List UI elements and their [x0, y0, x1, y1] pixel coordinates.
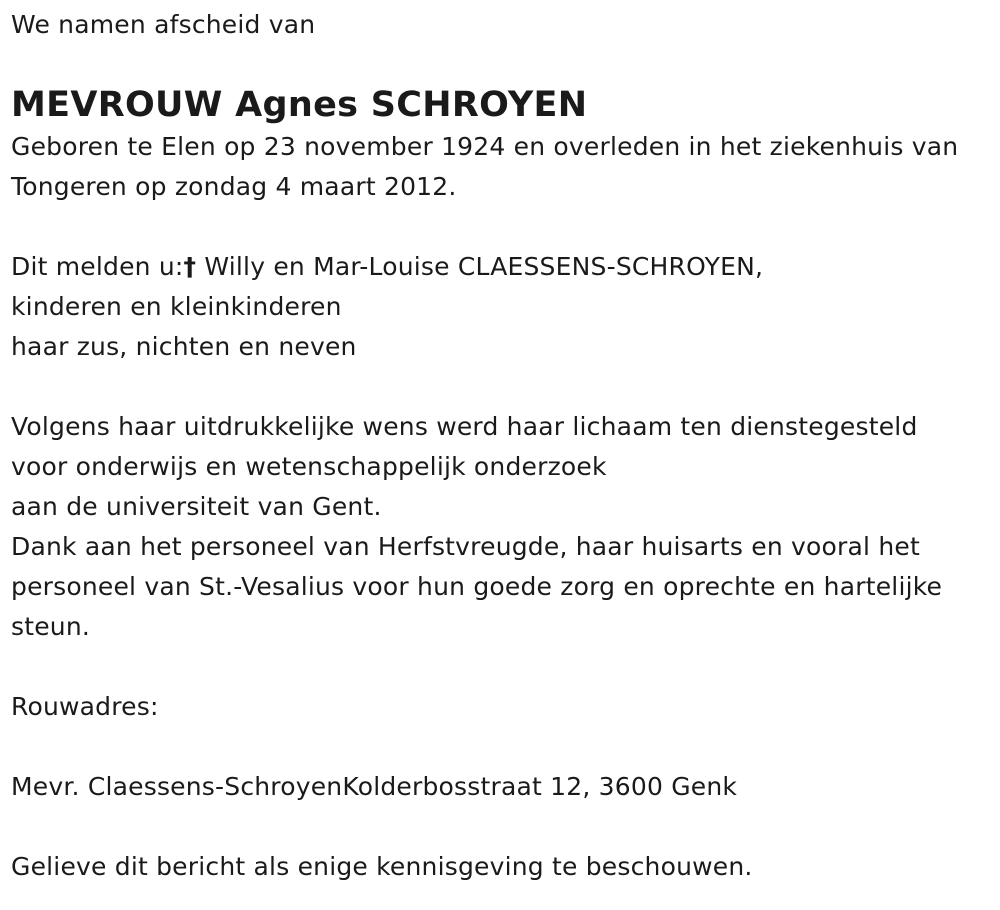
intro-text: We namen afscheid van — [11, 10, 316, 39]
address-label: Rouwadres: — [11, 692, 159, 721]
spacer — [11, 367, 996, 407]
deceased-name: MEVROUW Agnes SCHROYEN — [11, 85, 588, 125]
announcers-prefix: Dit melden u: — [11, 252, 184, 281]
message-line-5: personeel van St.-Vesalius voor hun goede zorg en oprechte en hartelijke — [11, 572, 943, 601]
spacer — [11, 807, 996, 847]
message-line-2: voor onderwijs en wetenschappelijk onderzoek — [11, 452, 607, 481]
message-line-3: aan de universiteit van Gent. — [11, 492, 382, 521]
birth-death-line-2: Tongeren op zondag 4 maart 2012. — [11, 172, 457, 201]
obituary — [11, 0, 996, 887]
cross-icon: † — [183, 252, 197, 281]
address-line: Mevr. Claessens-SchroyenKolderbosstraat 12, 3600 Genk — [11, 772, 738, 801]
message-line-4: Dank aan het personeel van Herfstvreugde, haar huisarts en vooral het — [11, 532, 920, 561]
closing-text: Gelieve dit bericht als enige kennisgeving te beschouwen. — [11, 852, 753, 881]
announcers-line — [11, 247, 996, 287]
announcers-first: Willy en Mar-Louise CLAESSENS-SCHROYEN, — [196, 252, 764, 281]
spacer — [11, 727, 996, 767]
birth-death-line-1: Geboren te Elen op 23 november 1924 en overleden in het ziekenhuis van — [11, 132, 959, 161]
message-line-6: steun. — [11, 612, 91, 641]
message-line-1: Volgens haar uitdrukkelijke wens werd haar lichaam ten dienstegesteld — [11, 412, 918, 441]
announcers-line-3: haar zus, nichten en neven — [11, 332, 357, 361]
announcers-line-2: kinderen en kleinkinderen — [11, 292, 342, 321]
spacer — [11, 647, 996, 687]
spacer — [11, 207, 996, 247]
